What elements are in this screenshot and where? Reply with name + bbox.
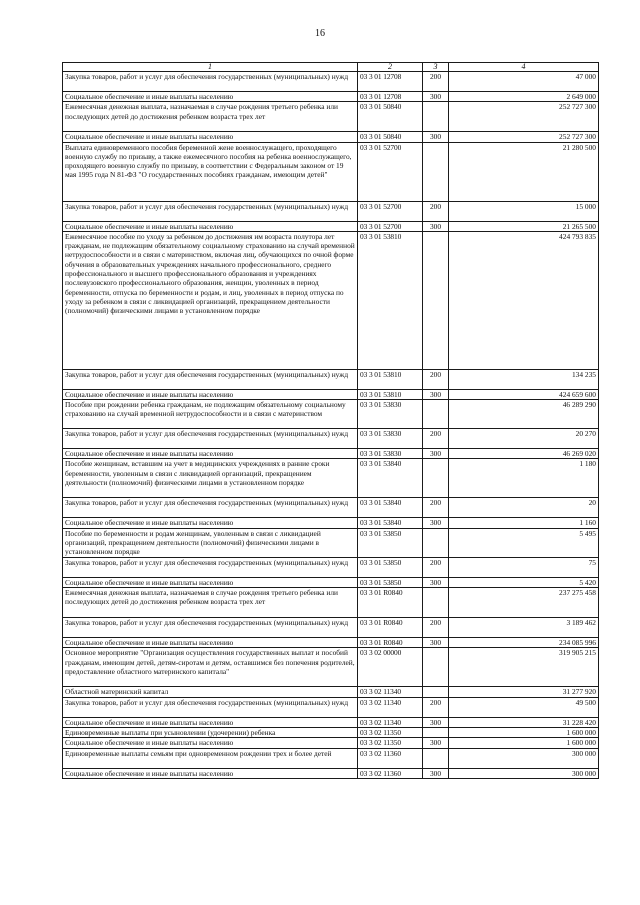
table-row [63, 132, 599, 142]
table-row [63, 618, 599, 638]
row-type: 300 [423, 389, 449, 399]
row-amount: 2 649 000 [449, 92, 599, 102]
row-description: Социальное обеспечение и иные выплаты населению [63, 518, 358, 528]
row-type [423, 142, 449, 201]
row-description: Социальное обеспечение и иные выплаты населению [63, 768, 358, 778]
table-row [63, 648, 599, 687]
row-code: 03 3 01 50840 [358, 132, 423, 142]
row-description: Единовременные выплаты семьям при одновременном рождении трех и более детей [63, 748, 358, 768]
row-code: 03 3 01 12708 [358, 92, 423, 102]
row-code: 03 3 01 53830 [358, 400, 423, 429]
row-amount: 31 277 920 [449, 687, 599, 697]
table-row [63, 638, 599, 648]
row-type: 200 [423, 498, 449, 518]
row-amount: 300 000 [449, 748, 599, 768]
row-code: 03 3 02 11360 [358, 768, 423, 778]
row-code: 03 3 02 11340 [358, 687, 423, 697]
row-code: 03 3 01 52700 [358, 142, 423, 201]
row-description: Выплата единовременного пособия беременной жене военнослужащего, проходящего военную службу по призыву, а также ежемесячного пособия на ребенка военнослужащего, проходящего военную службу по призыву, в соответствии с Федеральным законом от 19 мая 1995 года N 81-ФЗ "О государственных пособиях гражданам, имеющим детей" [63, 142, 358, 201]
row-amount: 234 085 996 [449, 638, 599, 648]
row-description: Пособие при рождении ребенка гражданам, не подлежащим обязательному социальному страхованию на случай временной нетрудоспособности и в связи с материнством [63, 400, 358, 429]
table-row [63, 727, 599, 737]
table-row [63, 588, 599, 618]
row-amount: 47 000 [449, 72, 599, 92]
header-col-1: 1 [63, 63, 358, 72]
table-row [63, 102, 599, 132]
row-code: 03 3 02 11350 [358, 738, 423, 748]
row-code: 03 3 01 R0840 [358, 638, 423, 648]
page-number: 16 [315, 28, 325, 39]
row-code: 03 3 01 53810 [358, 389, 423, 399]
row-code: 03 3 01 53840 [358, 459, 423, 498]
row-code: 03 3 01 53840 [358, 518, 423, 528]
row-code: 03 3 01 53810 [358, 369, 423, 389]
table-row [63, 768, 599, 778]
row-type [423, 588, 449, 618]
table-row [63, 429, 599, 449]
row-amount: 31 228 420 [449, 717, 599, 727]
row-description: Социальное обеспечение и иные выплаты населению [63, 577, 358, 587]
row-description: Ежемесячная денежная выплата, назначаемая в случае рождения третьего ребенка или последующих детей до достижения ребенком возраста трех лет [63, 102, 358, 132]
row-description: Пособие женщинам, вставшим на учет в медицинских учреждениях в ранние сроки беременности, уволенным в связи с ликвидацией организаций, прекращением деятельности (полномочий) физическими лицами в установленном порядке [63, 459, 358, 498]
row-type [423, 687, 449, 697]
budget-table [62, 62, 599, 779]
row-type [423, 528, 449, 557]
row-type: 300 [423, 449, 449, 459]
row-type: 300 [423, 717, 449, 727]
row-type [423, 459, 449, 498]
row-amount: 1 180 [449, 459, 599, 498]
table-row [63, 577, 599, 587]
row-description: Социальное обеспечение и иные выплаты населению [63, 638, 358, 648]
table-row [63, 687, 599, 697]
table-row [63, 72, 599, 92]
row-amount: 20 [449, 498, 599, 518]
row-type: 300 [423, 738, 449, 748]
row-description: Закупка товаров, работ и услуг для обеспечения государственных (муниципальных) нужд [63, 369, 358, 389]
table-row [63, 459, 599, 498]
table-row [63, 231, 599, 369]
header-col-4: 4 [449, 63, 599, 72]
row-description: Основное мероприятие "Организация осуществления государственных выплат и пособий гражданам, имеющим детей, детям-сиротам и детям, оставшимся без попечения родителей, предоставление областного материнского капитала" [63, 648, 358, 687]
table-row [63, 369, 599, 389]
row-code: 03 3 01 R0840 [358, 588, 423, 618]
row-code: 03 3 01 53840 [358, 498, 423, 518]
row-type: 200 [423, 557, 449, 577]
row-amount: 75 [449, 557, 599, 577]
table-row [63, 528, 599, 557]
row-description: Закупка товаров, работ и услуг для обеспечения государственных (муниципальных) нужд [63, 697, 358, 717]
row-code: 03 3 02 00000 [358, 648, 423, 687]
row-amount: 46 289 290 [449, 400, 599, 429]
row-description: Социальное обеспечение и иные выплаты населению [63, 717, 358, 727]
row-code: 03 3 02 11340 [358, 717, 423, 727]
row-type: 300 [423, 518, 449, 528]
row-type: 300 [423, 132, 449, 142]
row-code: 03 3 01 53850 [358, 577, 423, 587]
row-amount: 3 189 462 [449, 618, 599, 638]
row-description: Единовременные выплаты при усыновлении (удочерении) ребенка [63, 727, 358, 737]
row-type: 200 [423, 618, 449, 638]
row-type: 300 [423, 92, 449, 102]
row-description: Закупка товаров, работ и услуг для обеспечения государственных (муниципальных) нужд [63, 557, 358, 577]
table-row [63, 557, 599, 577]
table-row [63, 400, 599, 429]
row-amount: 46 269 020 [449, 449, 599, 459]
row-code: 03 3 01 52700 [358, 201, 423, 221]
row-description: Социальное обеспечение и иные выплаты населению [63, 221, 358, 231]
row-amount: 1 160 [449, 518, 599, 528]
row-code: 03 3 01 53850 [358, 557, 423, 577]
row-amount: 5 495 [449, 528, 599, 557]
table-row [63, 449, 599, 459]
row-description: Социальное обеспечение и иные выплаты населению [63, 132, 358, 142]
row-type: 300 [423, 638, 449, 648]
row-code: 03 3 02 11360 [358, 748, 423, 768]
row-code: 03 3 01 53830 [358, 429, 423, 449]
row-description: Социальное обеспечение и иные выплаты населению [63, 389, 358, 399]
row-type: 200 [423, 72, 449, 92]
row-amount: 319 905 215 [449, 648, 599, 687]
row-amount: 49 500 [449, 697, 599, 717]
row-type: 200 [423, 697, 449, 717]
row-description: Ежемесячная денежная выплата, назначаемая в случае рождения третьего ребенка или последующих детей до достижения ребенком возраста трех лет [63, 588, 358, 618]
row-type: 300 [423, 221, 449, 231]
row-description: Ежемесячное пособие по уходу за ребенком до достижения им возраста полутора лет гражданам, не подлежащим обязательному социальному страхованию на случай временной нетрудоспособности и в связи с материнством, включая лиц, обучающихся по очной форме обучения в образовательных учреждениях начального профессионального, среднего профессионального и высшего профессионального образования и учреждениях послевузовского профессионального образования, женщин, уволенных в период беременности, отпуска по беременности и родам, и лиц, уволенных в период отпуска по уходу за ребенком в связи с ликвидацией организаций, прекращением деятельности (полномочий) физическими лицами в установленном порядке [63, 231, 358, 369]
table-row [63, 498, 599, 518]
row-amount: 252 727 300 [449, 102, 599, 132]
row-type: 200 [423, 369, 449, 389]
row-code: 03 3 01 53830 [358, 449, 423, 459]
row-type: 300 [423, 577, 449, 587]
table-row [63, 717, 599, 727]
table-row [63, 697, 599, 717]
row-amount: 5 420 [449, 577, 599, 587]
row-amount: 252 727 300 [449, 132, 599, 142]
row-amount: 1 600 000 [449, 738, 599, 748]
row-type [423, 727, 449, 737]
header-col-2: 2 [358, 63, 423, 72]
header-col-3: 3 [423, 63, 449, 72]
table-row [63, 92, 599, 102]
row-amount: 1 600 000 [449, 727, 599, 737]
row-type: 200 [423, 201, 449, 221]
row-description: Закупка товаров, работ и услуг для обеспечения государственных (муниципальных) нужд [63, 498, 358, 518]
row-amount: 300 000 [449, 768, 599, 778]
table-header-row [63, 63, 599, 72]
row-code: 03 3 01 53850 [358, 528, 423, 557]
row-amount: 237 275 458 [449, 588, 599, 618]
row-description: Закупка товаров, работ и услуг для обеспечения государственных (муниципальных) нужд [63, 72, 358, 92]
row-code: 03 3 02 11340 [358, 697, 423, 717]
table-row [63, 142, 599, 201]
table-row [63, 748, 599, 768]
row-amount: 424 793 835 [449, 231, 599, 369]
row-description: Пособие по беременности и родам женщинам, уволенным в связи с ликвидацией организаций, прекращением деятельности (полномочий) физическими лицами в установленном порядке [63, 528, 358, 557]
row-code: 03 3 01 52700 [358, 221, 423, 231]
table-row [63, 738, 599, 748]
row-description: Закупка товаров, работ и услуг для обеспечения государственных (муниципальных) нужд [63, 618, 358, 638]
row-type: 300 [423, 768, 449, 778]
row-type [423, 648, 449, 687]
row-code: 03 3 01 12708 [358, 72, 423, 92]
row-description: Социальное обеспечение и иные выплаты населению [63, 738, 358, 748]
row-amount: 15 000 [449, 201, 599, 221]
row-description: Областной материнский капитал [63, 687, 358, 697]
row-code: 03 3 02 11350 [358, 727, 423, 737]
table-row [63, 221, 599, 231]
table-row [63, 201, 599, 221]
row-amount: 20 270 [449, 429, 599, 449]
table-row [63, 389, 599, 399]
row-type: 200 [423, 429, 449, 449]
row-code: 03 3 01 50840 [358, 102, 423, 132]
row-amount: 21 265 500 [449, 221, 599, 231]
row-description: Социальное обеспечение и иные выплаты населению [63, 449, 358, 459]
row-type [423, 231, 449, 369]
row-description: Закупка товаров, работ и услуг для обеспечения государственных (муниципальных) нужд [63, 429, 358, 449]
row-type [423, 400, 449, 429]
row-description: Социальное обеспечение и иные выплаты населению [63, 92, 358, 102]
row-type [423, 748, 449, 768]
row-description: Закупка товаров, работ и услуг для обеспечения государственных (муниципальных) нужд [63, 201, 358, 221]
row-type [423, 102, 449, 132]
row-amount: 134 235 [449, 369, 599, 389]
row-amount: 424 659 600 [449, 389, 599, 399]
row-amount: 21 280 500 [449, 142, 599, 201]
row-code: 03 3 01 53810 [358, 231, 423, 369]
row-code: 03 3 01 R0840 [358, 618, 423, 638]
table-row [63, 518, 599, 528]
